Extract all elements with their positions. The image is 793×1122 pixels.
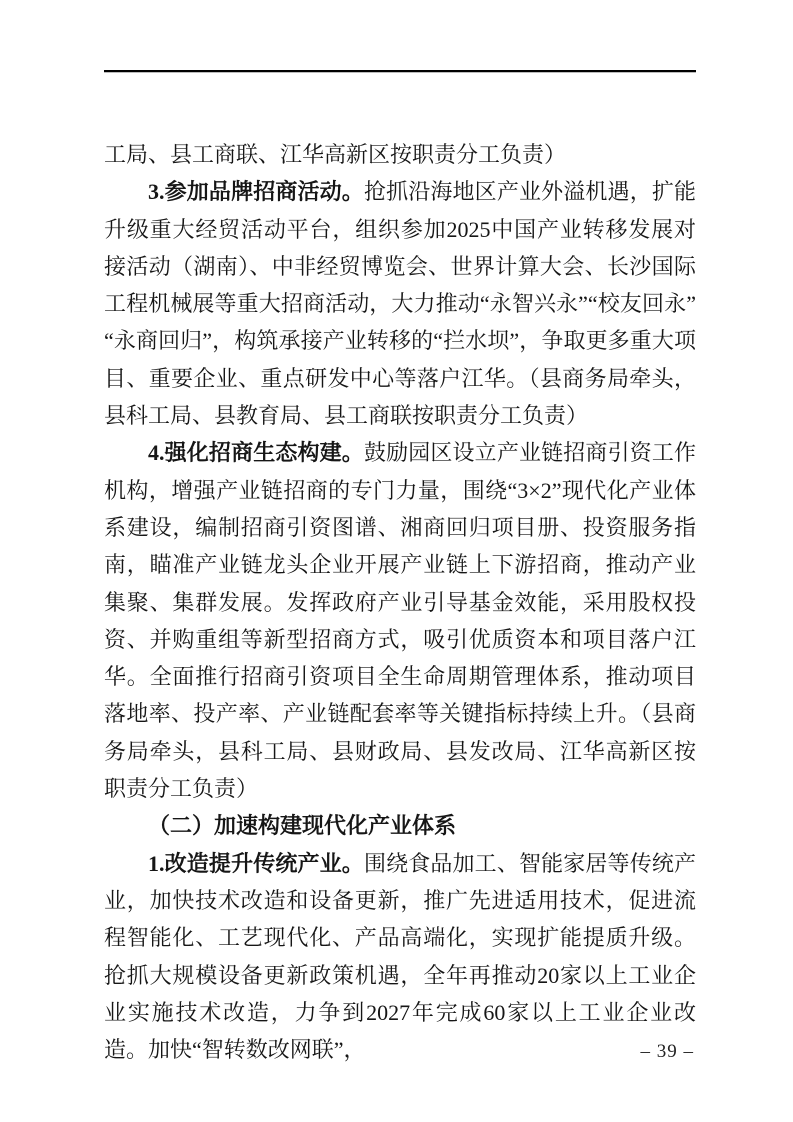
header-rule: [104, 70, 696, 73]
paragraph-body-text: 围绕食品加工、智能家居等传统产业，加快技术改造和设备更新，推广先进适用技术，促进流程智能化、工艺现代化、产品高端化，实现扩能提质升级。抢抓大规模设备更新政策机遇，全年再推动20家以上工业企业实施技术改造，力争到2027年完成60家以上工业企业改造。加快“智转数改网联”，: [104, 850, 696, 1063]
paragraph-lead-text: 4.强化招商生态构建。: [148, 440, 364, 466]
section-heading: [104, 807, 696, 844]
section-heading-text: （二）加速构建现代化产业体系: [148, 813, 457, 839]
paragraph-item-4: [104, 434, 696, 807]
paragraph-continuation: [104, 136, 696, 173]
paragraph-lead-text: 1.改造提升传统产业。: [148, 850, 364, 876]
page-number: – 39 –: [640, 1041, 694, 1062]
paragraph-body-text: 鼓励园区设立产业链招商引资工作机构，增强产业链招商的专门力量，围绕“3×2”现代化产业体系建设，编制招商引资图谱、湘商回归项目册、投资服务指南，瞄准产业链龙头企业开展产业链上下游招商，推动产业集聚、集群发展。发挥政府产业引导基金效能，采用股权投资、并购重组等新型招商方式，吸引优质资本和项目落户江华。全面推行招商引资项目全生命周期管理体系，推动项目落地率、投产率、产业链配套率等关键指标持续上升。（县商务局牵头，县科工局、县财政局、县发改局、江华高新区按职责分工负责）: [104, 440, 696, 802]
paragraph-item-3: [104, 173, 696, 434]
paragraph-body-text: 抢抓沿海地区产业外溢机遇，扩能升级重大经贸活动平台，组织参加2025中国产业转移发展对接活动（湖南）、中非经贸博览会、世界计算大会、长沙国际工程机械展等重大招商活动，大力推动“永智兴永”“校友回永”“永商回归”，构筑承接产业转移的“拦水坝”，争取更多重大项目、重要企业、重点研发中心等落户江华。（县商务局牵头，县科工局、县教育局、县工商联按职责分工负责）: [104, 179, 696, 429]
paragraph-item-1: [104, 845, 696, 1069]
paragraph-lead-text: 3.参加品牌招商活动。: [148, 179, 364, 205]
paragraph-body-text: 工局、县工商联、江华高新区按职责分工负责）: [104, 142, 567, 167]
document-body: [104, 136, 696, 1068]
